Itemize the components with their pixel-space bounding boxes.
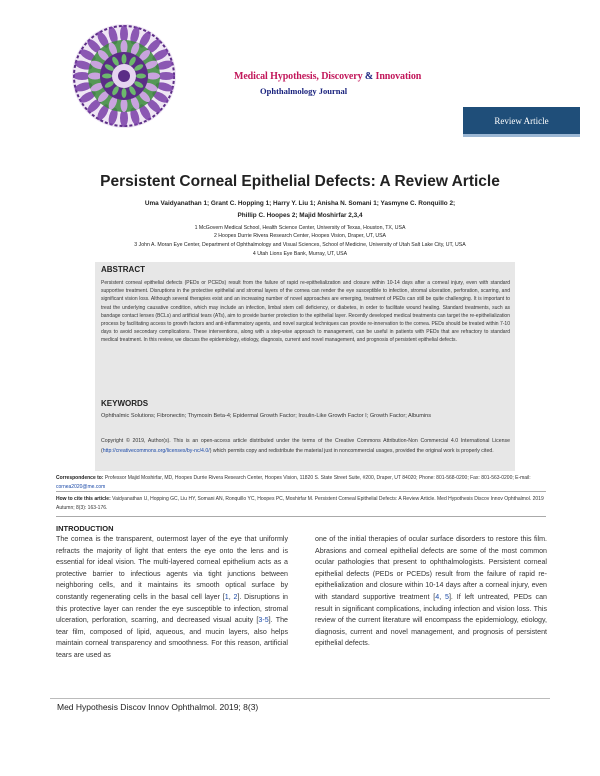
keywords-text: Ophthalmic Solutions; Fibronectin; Thymosin Beta-4; Epidermal Growth Factor; Insulin-Like Growth Factor I; Growth Factor; Albumins <box>101 413 432 419</box>
journal-logo-icon <box>70 22 178 130</box>
journal-subtitle: Ophthalmology Journal <box>260 86 348 96</box>
ref-link[interactable]: 5 <box>445 592 449 601</box>
affiliation-2: 2 Hoopes Durrie Rivera Research Center, Hoopes Vision, Draper, UT, USA <box>213 233 387 239</box>
abstract-text: Persistent corneal epithelial defects (PEDs or PCEDs) result from the failure of rapid re-epithelialization and closure within 10-14 days after a corneal injury, even with standard supportive treatment. Disruptions in the protective epithelial and stromal layers of the cornea can render the eye susceptible to infection, stromal ulceration, perforation, scarring, and significant vision loss. Although several therapies exist and an increasing number of novel approaches are emerging, treatment of PEDs can still be quite challenging. It is important to treat the underlying causative condition, which may include an infection, limbal stem cell deficiency, or diabetes, in order to facilitate wound healing. Standard treatments, such as bandage contact lenses (BCLs) and artificial tears (ATs), aim to provide barrier protection to the epithelial layer. Recently developed medical treatments can target the re-epithelialization process by facilitating access to growth factors and anti-inflammatory agents, and novel surgical techniques can provide re-innervation to the cornea. PEDs should be treated within 7-10 days to avoid secondary complications. These interventions, along with a step-wise approach to management, can be useful in patients with PEDs that are refractory to standard medical treatment. In this review, we discuss the epidemiology, etiology, diagnosis, current and novel management, and prognosis of persistent epithelial defects. <box>101 280 510 344</box>
author-list <box>60 198 540 222</box>
footer-citation: Med Hypothesis Discov Innov Ophthalmol. 2019; 8(3) <box>57 702 259 712</box>
copyright-notice: Copyright © 2019, Author(s). This is an open-access article distributed under the terms of the Creative Commons Attribution-Non Commercial 4.0 International License (http://creativecommons.org/licenses/by-nc/4.0/) which permits copy and redistribute the material just in noncommercial usages, provided the original work is properly cited. <box>101 438 510 454</box>
correspondence: Correspondence to: Professor Majid Moshirfar, MD, Hoopes Durrie Rivera Research Center, Hoopes Vision, 11820 S. State Street Suite, #200, Draper, UT 84020; Phone: 801-568-0200; Fax: 801-563-0200; E-mail: cornea2020@me.com <box>56 475 531 490</box>
intro-column-right: one of the initial therapies of ocular surface disorders to restore this film. Abrasions and corneal epithelial defects are some of the most common ocular pathologies that present to ophthalmologists. Persistent corneal epithelial defects (PEDs or PCEDs) result from the failure of rapid re-epithelialization and closure within 10-14 days after a corneal injury, even with standard supportive treatment [4, 5]. If left untreated, PEDs can result in significant complications, including infection and vision loss. This review of the current literature will encompass the epidemiology, etiology, diagnosis, current and novel management, and prognosis of persistent epithelial defects. <box>315 535 547 648</box>
badge-underline <box>463 134 580 137</box>
ref-link[interactable]: 4 <box>435 592 440 601</box>
authors-line-2: Phillip C. Hoopes 2; Majid Moshirfar 2,3,4 <box>237 212 363 219</box>
article-title: Persistent Corneal Epithelial Defects: A Review Article <box>100 173 500 190</box>
footer-divider <box>50 698 550 699</box>
divider <box>56 516 546 517</box>
authors-line-1: Uma Vaidyanathan 1; Grant C. Hopping 1; Harry Y. Liu 1; Anisha N. Somani 1; Yasmyne C. Ronquillo 2; <box>144 200 456 207</box>
divider <box>56 491 546 492</box>
affiliation-1: 1 McGovern Medical School, Health Science Center, University of Texas, Houston, TX, USA <box>194 225 406 231</box>
affiliation-4: 4 Utah Lions Eye Bank, Murray, UT, USA <box>252 251 348 257</box>
journal-name: Medical Hypothesis, Discovery & Innovation <box>234 71 422 82</box>
article-type-badge: Review Article <box>463 107 580 134</box>
license-link[interactable]: http://creativecommons.org/licenses/by-nc/4.0/ <box>102 447 210 454</box>
abstract-heading: ABSTRACT <box>101 265 145 274</box>
ref-link[interactable]: 3-5 <box>258 616 269 625</box>
ref-link[interactable]: 1 <box>224 592 229 601</box>
intro-column-left: The cornea is the transparent, outermost layer of the eye that uniformly refracts the majority of light that enters the eye onto the lens and is essential for ideal vision. The multi-layered corneal epithelium acts as a protective barrier to infectious agents via tight junctions between neighboring cells, and it maintains its smooth optical surface by constantly regenerating cells in the basal cell layer [1, 2]. Disruptions in this protective layer can render the eye susceptible to infection, stromal ulceration, perforation, scarring, and decreased visual acuity [3-5]. The tear film, composed of lipid, aqueous, and mucin layers, also helps maintain corneal transparency and smoothness. For this reason, artificial tears are used as <box>56 535 288 659</box>
email-link[interactable]: cornea2020@me.com <box>56 483 106 490</box>
affiliation-3: 3 John A. Moran Eye Center, Department of Ophthalmology and Visual Sciences, School of Medicine, University of Utah Salt Lake City, UT, USA <box>134 242 466 248</box>
introduction-heading: INTRODUCTION <box>56 524 114 533</box>
ref-link[interactable]: 2 <box>233 592 238 601</box>
keywords-heading: KEYWORDS <box>101 399 149 408</box>
how-to-cite: How to cite this article: Vaidyanathan U, Hopping GC, Liu HY, Somani AN, Ronquillo YC, Hoopes PC, Moshirfar M. Persistent Corneal Epithelial Defects: A Review Article. Med Hypothesis Discov Innov Ophthalmol. 2019 Autumn; 8(3): 163-176. <box>56 496 544 511</box>
